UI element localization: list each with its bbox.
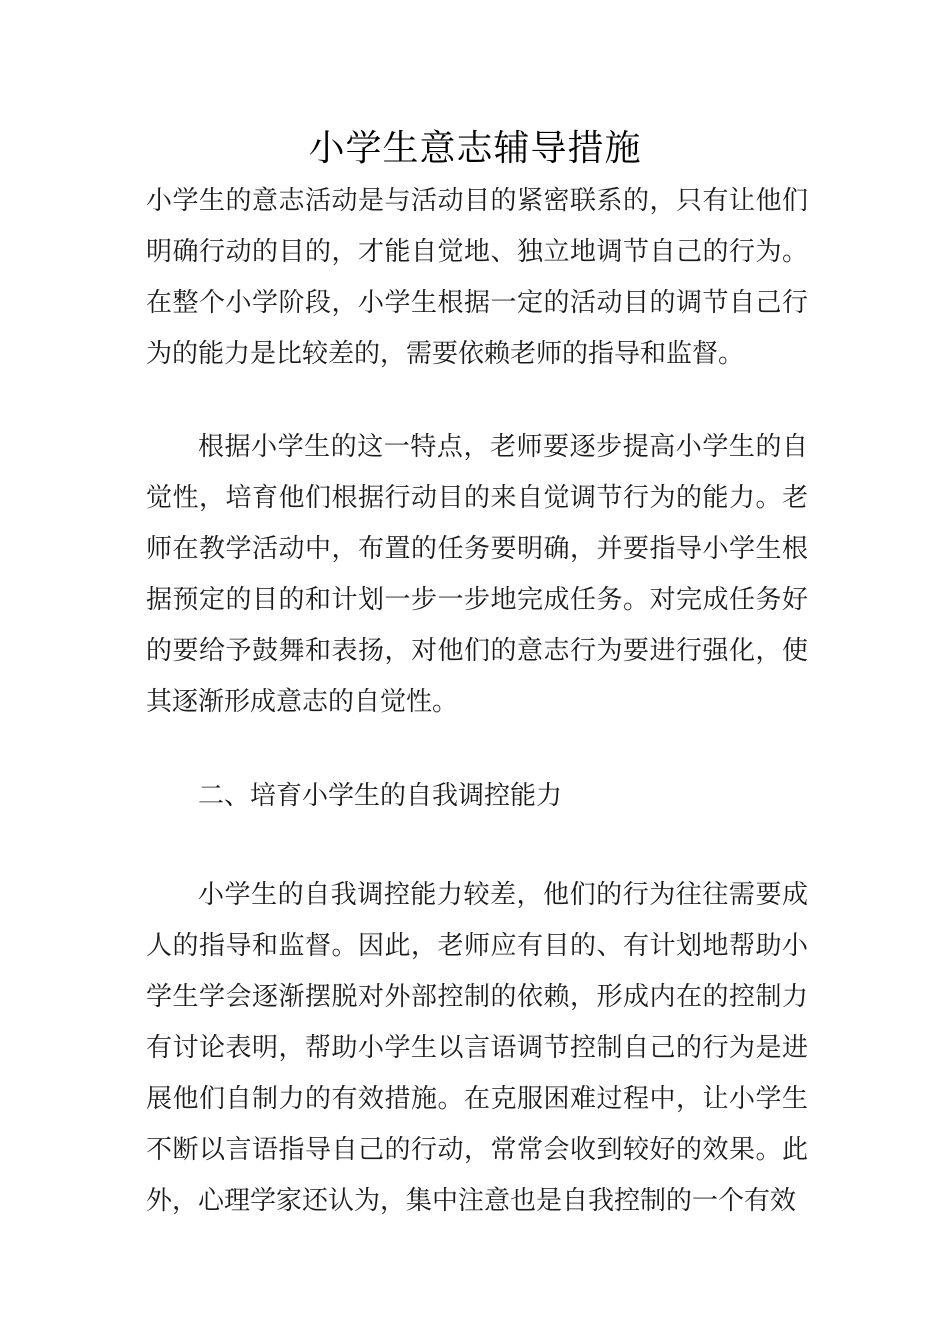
paragraph-intro: 小学生的意志活动是与活动目的紧密联系的，只有让他们明确行动的目的，才能自觉地、独立地调节自己的行为。在整个小学阶段，小学生根据一定的活动目的调节自己行为的能力是比较差的，需要依赖老师的指导和监督。: [146, 186, 808, 369]
paragraph-self-control: 小学生的自我调控能力较差，他们的行为往往需要成人的指导和监督。因此，老师应有目的、有计划地帮助小学生学会逐渐摆脱对外部控制的依赖，形成内在的控制力有讨论表明，帮助小学生以言语调节控制自己的行为是进展他们自制力的有效措施。在克服困难过程中，让小学生不断以言语指导自己的行动，常常会收到较好的效果。此外，心理学家还认为，集中注意也是自我控制的一个有效: [146, 880, 808, 1216]
document-title: 小学生意志辅导措施: [308, 128, 642, 169]
section-heading-self-control: 二、培育小学生的自我调控能力: [198, 781, 563, 811]
paragraph-teacher-guidance: 根据小学生的这一特点，老师要逐步提高小学生的自觉性，培育他们根据行动目的来自觉调节行为的能力。老师在教学活动中，布置的任务要明确，并要指导小学生根据预定的目的和计划一步一步地完成任务。对完成任务好的要给予鼓舞和表扬，对他们的意志行为要进行强化，使其逐渐形成意志的自觉性。: [146, 432, 808, 717]
